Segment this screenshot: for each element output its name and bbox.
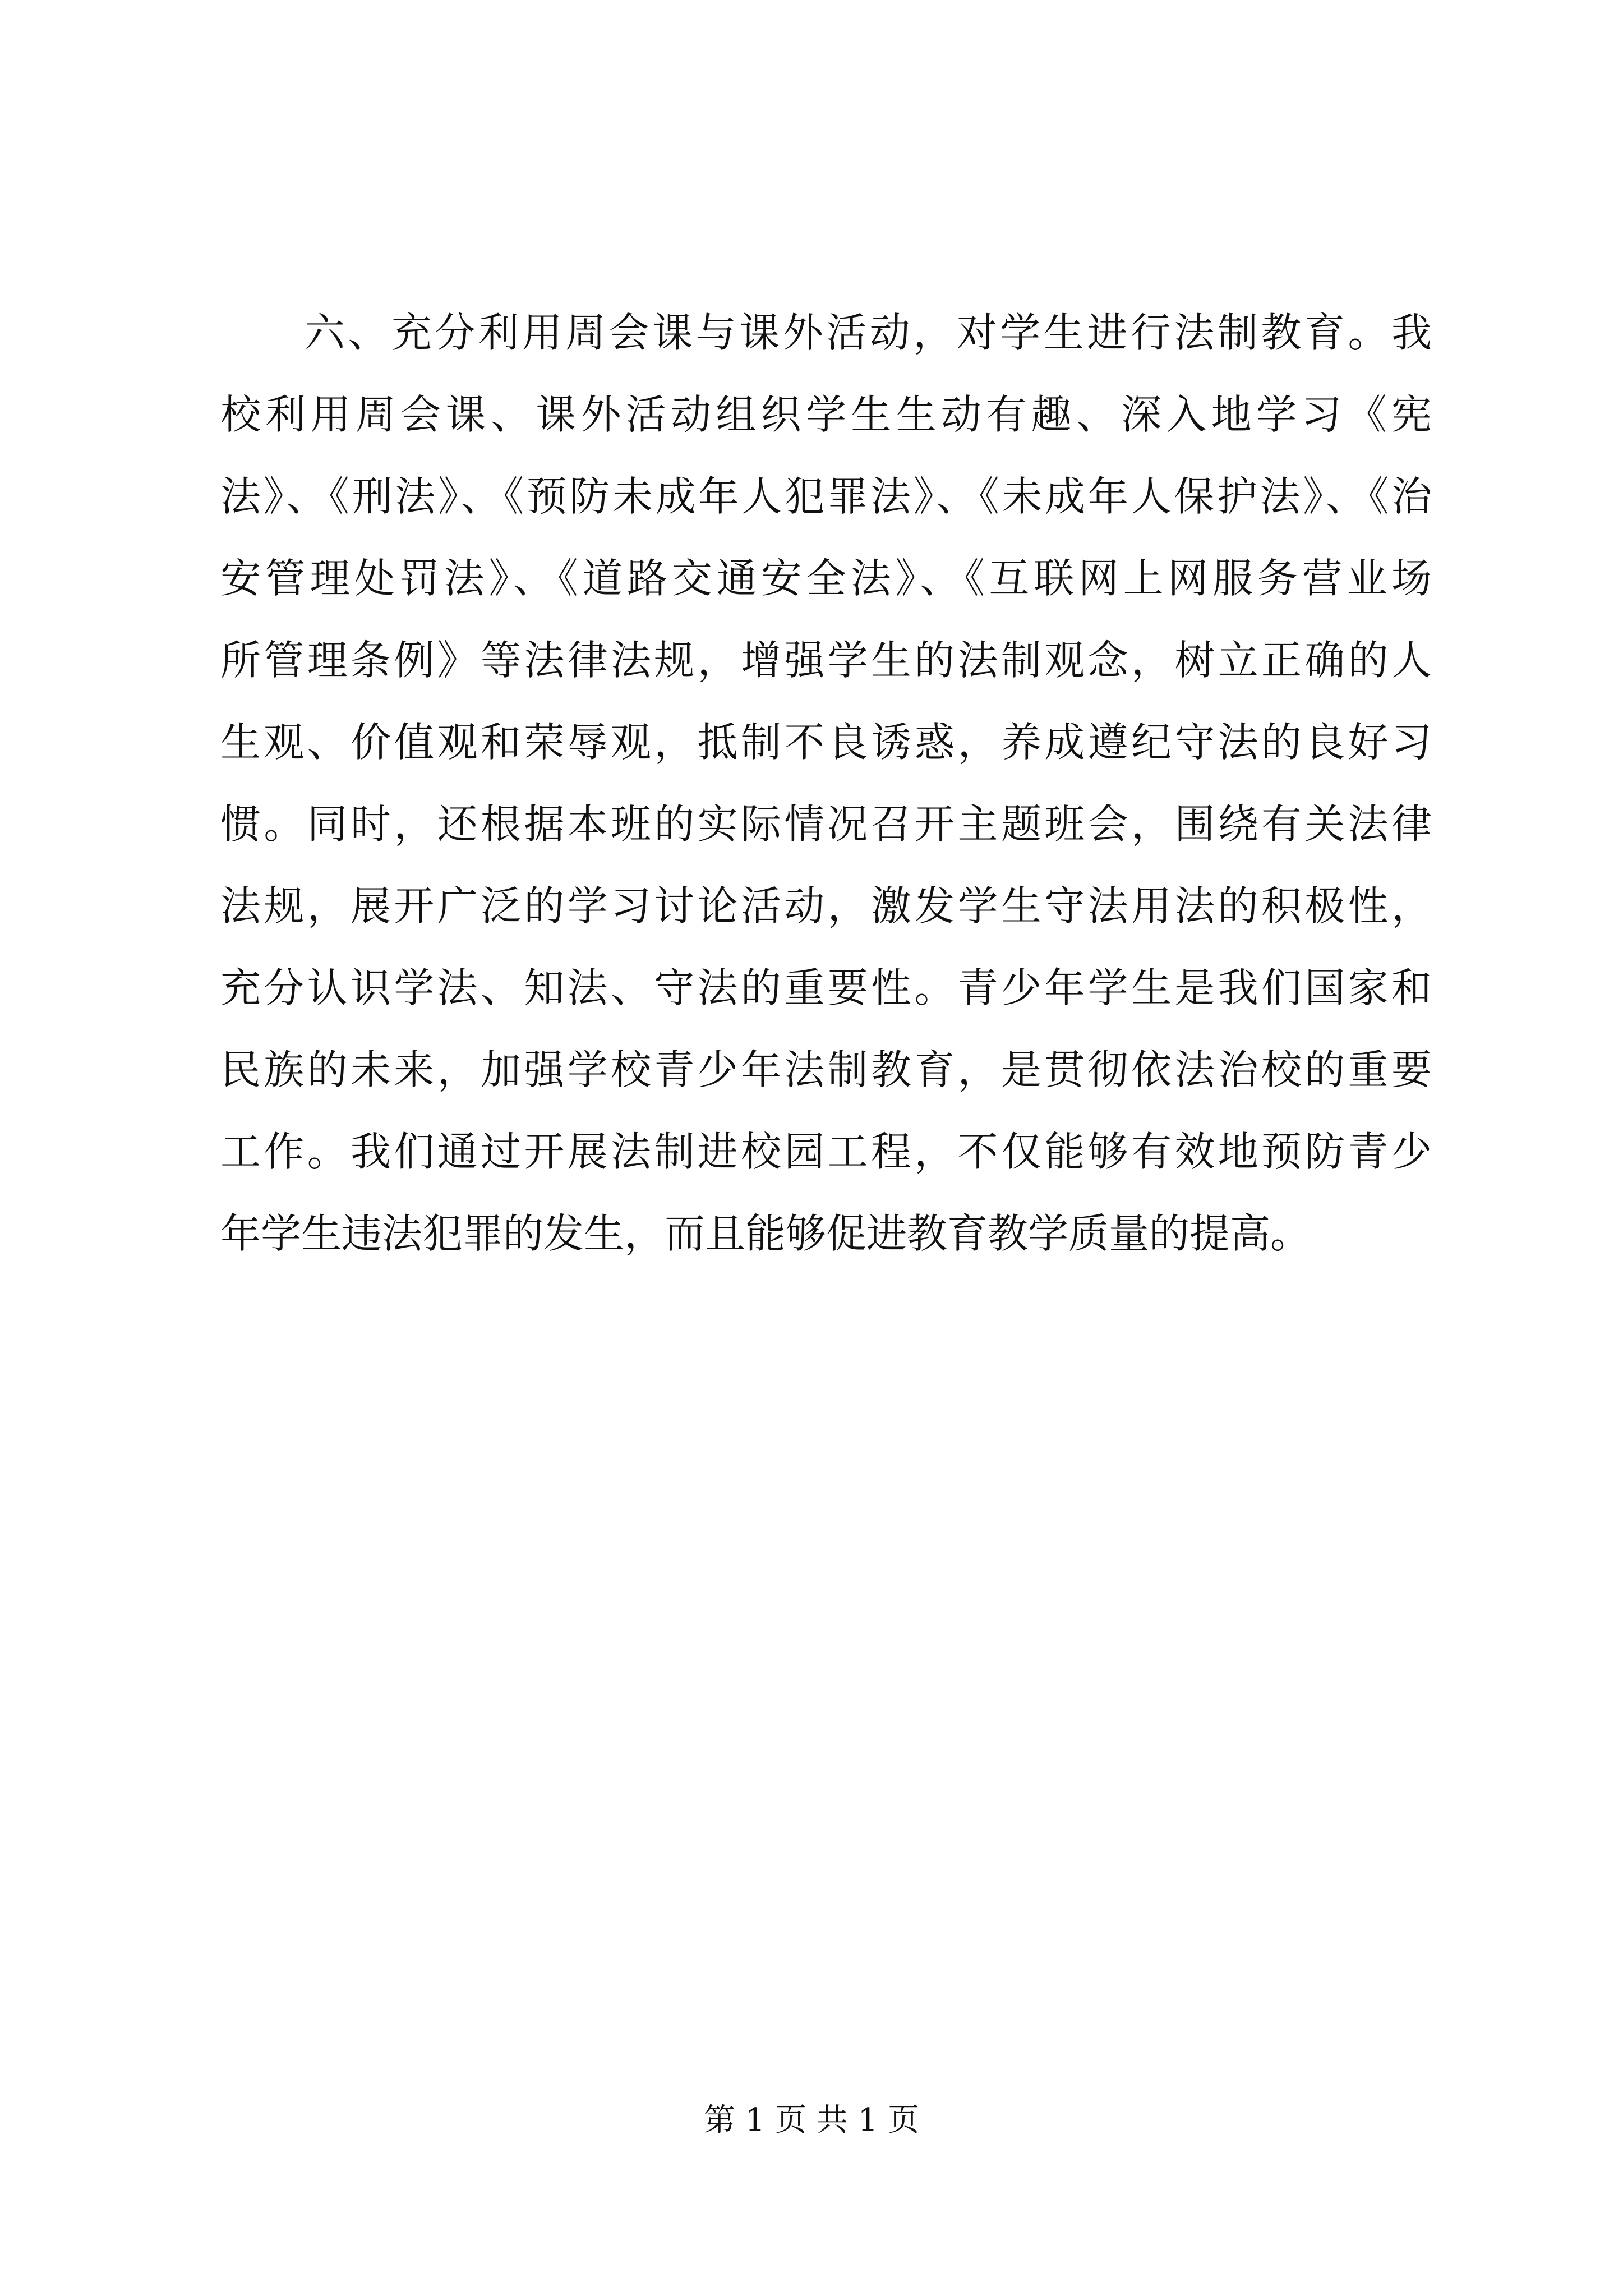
- paragraph-line: 所管理条例》等法律法规，增强学生的法制观念，树立正确的人: [220, 637, 1432, 684]
- paragraph-line: 充分认识学法、知法、守法的重要性。青少年学生是我们国家和: [220, 964, 1432, 1011]
- paragraph-line: 工作。我们通过开展法制进校园工程，不仅能够有效地预防青少: [220, 1128, 1432, 1175]
- paragraph-line: 民族的未来，加强学校青少年法制教育，是贯彻依法治校的重要: [220, 1046, 1432, 1093]
- paragraph-line: 法规，展开广泛的学习讨论活动，激发学生守法用法的积极性，: [220, 882, 1432, 930]
- paragraph-line: 法》、《刑法》、《预防未成年人犯罪法》、《未成年人保护法》、《治: [220, 473, 1432, 520]
- paragraph-line: 年学生违法犯罪的发生，而且能够促进教育教学质量的提高。: [220, 1210, 1311, 1257]
- paragraph-line: 校利用周会课、课外活动组织学生生动有趣、深入地学习《宪: [220, 391, 1432, 438]
- page-number-footer: 第 1 页 共 1 页: [703, 2102, 920, 2138]
- body-paragraph: [220, 292, 1432, 1274]
- paragraph-line: 安管理处罚法》、《道路交通安全法》、《互联网上网服务营业场: [220, 555, 1432, 602]
- paragraph-line: 六、充分利用周会课与课外活动，对学生进行法制教育。我: [305, 309, 1432, 356]
- paragraph-line: 惯。同时，还根据本班的实际情况召开主题班会，围绕有关法律: [220, 800, 1432, 848]
- paragraph-line: 生观、价值观和荣辱观，抵制不良诱惑，养成遵纪守法的良好习: [220, 719, 1432, 766]
